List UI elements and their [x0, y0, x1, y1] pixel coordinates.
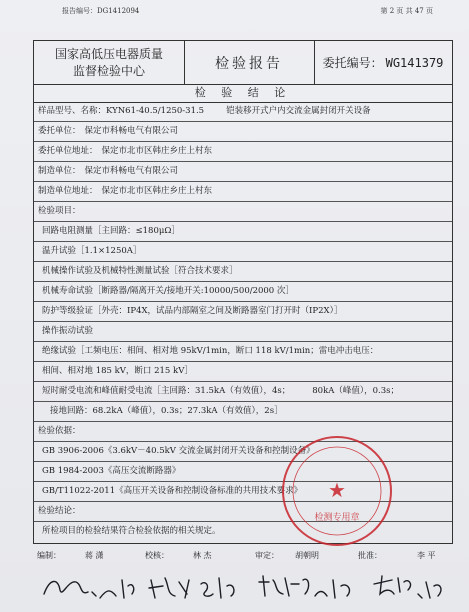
- item-short-time-2: [34, 402, 452, 422]
- page-number: 第 2 页 共 47 页: [380, 7, 433, 15]
- item-mechanical-operation: [34, 262, 452, 282]
- item-mech-life-text: 机械寿命试验［断路器/隔离开关/接地开关:10000/500/2000 次］: [42, 286, 294, 296]
- report-title: 检验报告: [184, 41, 315, 84]
- maker-label: 制造单位：: [38, 166, 81, 176]
- approved-label: 批准：: [358, 551, 382, 560]
- maker-address-value: 保定市北市区韩庄乡庄上村东: [101, 186, 213, 196]
- org-line-2: 监督检验中心: [72, 63, 145, 78]
- items-label-row: [34, 202, 452, 222]
- item-mech-op-text: 机械操作试验及机械特性测量试验［符合技术要求］: [42, 266, 238, 276]
- signature-row: [33, 548, 451, 564]
- item-insulation-text-2: 相间、相对地 185 kV，断口 215 kV］: [42, 366, 193, 376]
- basis-text-2: GB 1984-2003《高压交流断路器》: [42, 466, 181, 476]
- client-label: 委托单位：: [38, 126, 81, 136]
- item-insulation-1: [34, 342, 452, 362]
- basis-text-1: GB 3906-2006《3.6kV－40.5kV 交流金属封闭开关设备和控制设备》: [42, 446, 315, 456]
- sample-label: 样品型号、名称：: [38, 106, 107, 116]
- handwritten-signature-compiled: [40, 572, 140, 602]
- section-title: 检 验 结 论: [34, 84, 452, 103]
- sample-row: [34, 102, 452, 122]
- item-insulation-text-1: 绝缘试验［工频电压：相间、相对地 95kV/1min，断口 118 kV/1min；雷电冲击电压：: [42, 346, 379, 356]
- top-line: [0, 4, 469, 18]
- maker-address-label: 制造单位地址：: [38, 186, 98, 196]
- items-label: 检验项目：: [38, 206, 81, 216]
- maker-row: [34, 162, 452, 182]
- item-circuit-text: 回路电阻测量［主回路：≤180μΩ］: [42, 226, 180, 236]
- item-operation-vibration: [34, 322, 452, 342]
- report-number: 报告编号：DG1412094: [62, 7, 140, 15]
- org-line-1: 国家高低压电器质量: [54, 46, 163, 61]
- sample-model: KYN61-40.5/1250-31.5: [106, 106, 205, 116]
- sample-description: 铠装移开式户内交流金属封闭开关设备: [226, 106, 371, 116]
- handwritten-signature-approved: [370, 572, 450, 602]
- client-row: [34, 122, 452, 142]
- stamp-star-icon: ★: [328, 478, 346, 502]
- item-operation-text: 操作振动试验: [42, 326, 94, 336]
- inspection-stamp: [282, 436, 392, 546]
- reviewed-label: 审定：: [255, 551, 279, 560]
- basis-label: 检验依据：: [38, 426, 81, 436]
- checked-label: 校核：: [145, 551, 169, 560]
- report-header: [34, 41, 452, 85]
- item-insulation-2: [34, 362, 452, 382]
- maker-value: 保定市科畅电气有限公司: [84, 166, 179, 176]
- item-protection-degree: [34, 302, 452, 322]
- item-temp-text: 温升试验［1.1×1250A］: [42, 246, 142, 256]
- item-short-text-2: 接地回路：68.2kA（峰值），0.3s；27.3kA（有效值），2s］: [50, 406, 283, 416]
- client-address-label: 委托单位地址：: [38, 146, 98, 156]
- compiled-name: 蒋 潇: [85, 551, 104, 560]
- item-temperature-rise: [34, 242, 452, 262]
- item-short-text-1: 短时耐受电流和峰值耐受电流［主回路：31.5kA（有效值），4s；: [42, 386, 291, 396]
- entrust-value: WG141379: [385, 55, 444, 70]
- handwritten-signature-checked: [145, 572, 245, 602]
- item-protection-text: 防护等级验证［外壳：IP4X，试品内部隔室之间及断路器室门打开时（IP2X）］: [42, 306, 343, 316]
- entrust-label: 委托编号：: [322, 56, 383, 70]
- conclusion-text: 所检项目的检验结果符合检验依据的相关规定。: [42, 526, 221, 536]
- item-short-text-1b: 80kA（峰值），0.3s；: [312, 386, 399, 396]
- checked-name: 林 杰: [193, 551, 212, 560]
- basis-text-3: GB/T11022-2011《高压开关设备和控制设备标准的共用技术要求》: [42, 486, 303, 496]
- handwritten-signature-reviewed: [255, 572, 360, 602]
- approved-name: 李 平: [417, 551, 436, 560]
- compiled-label: 编制：: [37, 551, 61, 560]
- issuing-organization: [34, 41, 185, 84]
- conclusion-label: 检验结论：: [38, 506, 81, 516]
- entrust-number: [314, 41, 452, 84]
- reviewed-name: 胡朝明: [295, 551, 319, 560]
- maker-address-row: [34, 182, 452, 202]
- client-value: 保定市科畅电气有限公司: [84, 126, 179, 136]
- client-address-row: [34, 142, 452, 162]
- item-mechanical-life: [34, 282, 452, 302]
- stamp-text: 检测专用章: [314, 513, 360, 523]
- item-circuit-resistance: [34, 222, 452, 242]
- item-short-time-1: [34, 382, 452, 402]
- client-address-value: 保定市北市区韩庄乡庄上村东: [101, 146, 213, 156]
